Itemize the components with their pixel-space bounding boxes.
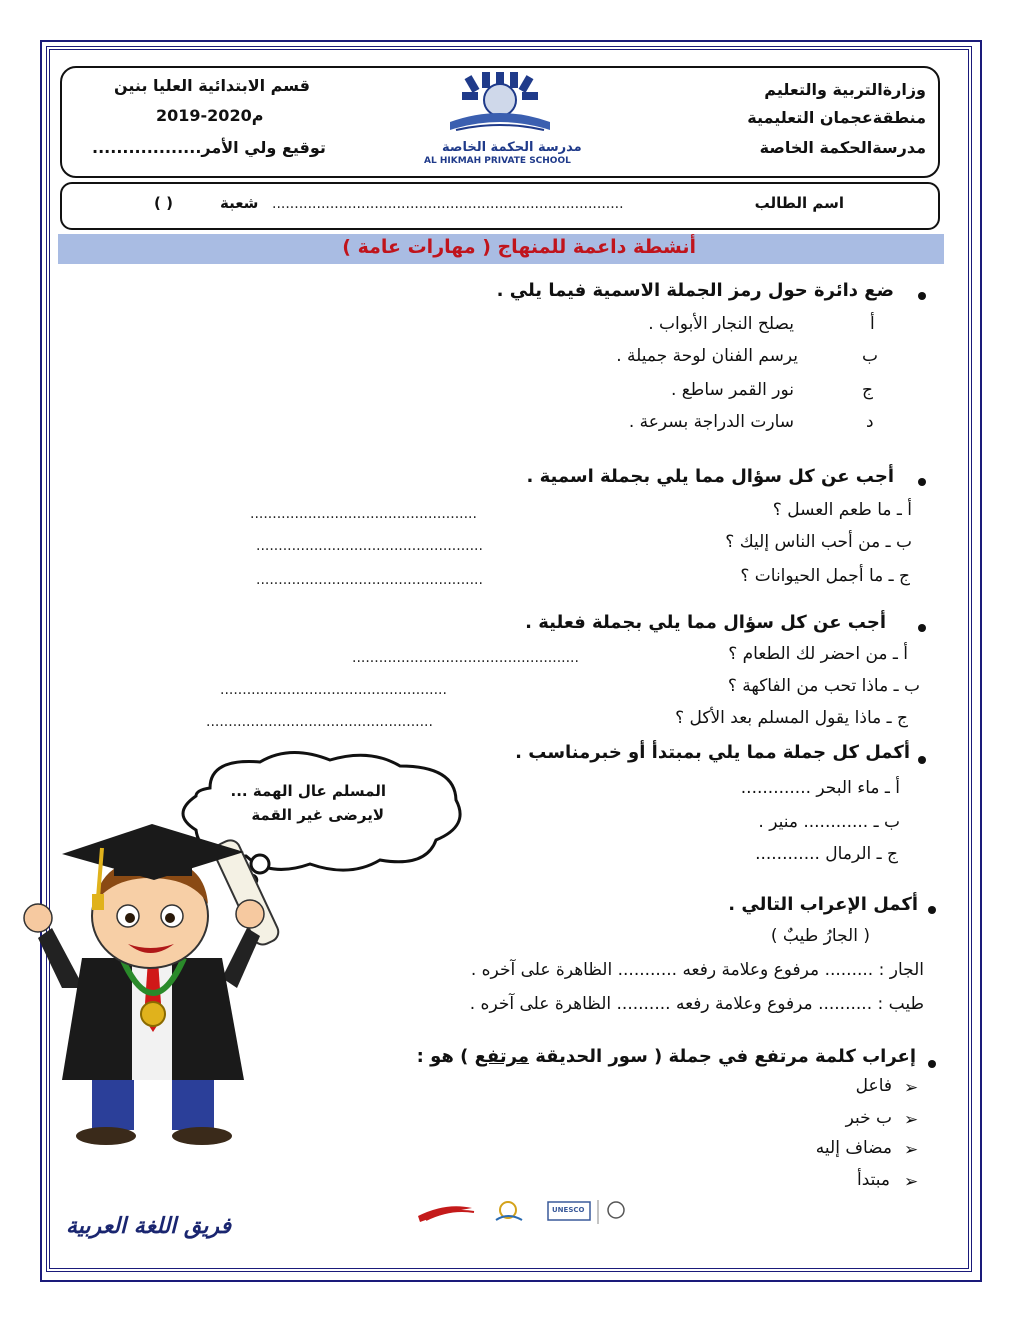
q1-option-d: سارت الدراجة بسرعة . <box>628 412 794 432</box>
activities-banner <box>58 234 944 264</box>
logo-arabic-text: مدرسة الحكمة الخاصة <box>442 140 582 155</box>
q2-question-a: أ ـ ما طعم العسل ؟ <box>772 500 912 520</box>
q6-option-3[interactable]: مضاف إليه <box>815 1138 892 1158</box>
q6-title-underlined-word: مرتفع <box>474 1046 529 1067</box>
q6-title-start: إعراب كلمة مرتفع في جملة ( سور الحديقة <box>528 1046 916 1067</box>
footer-logos <box>416 1198 636 1228</box>
arabic-team-footer: فريق اللغة العربية <box>66 1214 232 1239</box>
q5-line-1[interactable]: الجار : ......... مرفوع وعلامة رفعه ........... الظاهرة على آخره . <box>470 960 924 980</box>
q6-option-1[interactable]: فاعل <box>855 1076 892 1096</box>
arrow-bullet-icon: ➢ <box>904 1172 919 1192</box>
q1-option-a: يصلح النجار الأبواب . <box>648 314 794 334</box>
unesco-label: UNESCO <box>552 1206 585 1214</box>
graduate-boy-illustration <box>22 818 292 1148</box>
bubble-line-1: المسلم عال الهمة ... <box>230 782 386 800</box>
bullet-icon <box>928 1060 936 1068</box>
bubble-line-2: لايرضى غير القمة <box>251 806 384 824</box>
arrow-bullet-icon: ➢ <box>904 1110 919 1130</box>
q2-title: أجب عن كل سؤال مما يلي بجملة اسمية . <box>526 466 894 487</box>
q5-title: أكمل الإعراب التالي . <box>728 894 918 915</box>
graduate-boy-icon <box>22 818 292 1148</box>
school-logo <box>420 70 580 170</box>
ministry-label: وزارةالتربية والتعليم <box>764 80 926 99</box>
q1-option-c: نور القمر ساطع . <box>670 380 794 400</box>
q4-item-c[interactable]: ج ـ الرمال ............ <box>755 844 898 864</box>
q1-title: ضع دائرة حول رمز الجملة الاسمية فيما يلي . <box>496 280 894 301</box>
region-label: منطقةعجمان التعليمية <box>747 108 926 127</box>
logo-english-text: AL HIKMAH PRIVATE SCHOOL <box>424 156 571 166</box>
q2-answer-c[interactable]: ................................................... <box>256 572 483 588</box>
q3-answer-b[interactable]: ................................................... <box>220 682 447 698</box>
q4-item-b[interactable]: ب ـ ............ منير . <box>758 812 900 832</box>
bullet-icon <box>918 292 926 300</box>
q3-question-a: أ ـ من احضر لك الطعام ؟ <box>728 644 908 664</box>
q1-letter-c[interactable]: ج <box>862 380 873 400</box>
arrow-bullet-icon: ➢ <box>904 1140 919 1160</box>
student-name-blank[interactable]: ............................................................................... <box>272 196 624 212</box>
q1-letter-a[interactable]: أ <box>870 314 875 334</box>
q2-answer-b[interactable]: ................................................... <box>256 538 483 554</box>
q4-item-a[interactable]: أ ـ ماء البحر ............. <box>740 778 900 798</box>
q2-question-b: ب ـ من أحب الناس إليك ؟ <box>725 532 912 552</box>
bullet-icon <box>918 478 926 486</box>
q6-option-4[interactable]: مبتدأ <box>856 1170 890 1190</box>
section-label: شعبة <box>220 194 259 212</box>
q3-question-b: ب ـ ماذا تحب من الفاكهة ؟ <box>727 676 920 696</box>
logo-emblem-icon <box>420 70 580 170</box>
q5-line-2[interactable]: طيب : .......... مرفوع وعلامة رفعه .......... الظاهرة على آخره . <box>469 994 924 1014</box>
q6-option-2[interactable]: ب خبر <box>845 1108 892 1128</box>
q1-letter-d[interactable]: د <box>866 412 874 432</box>
q1-letter-b[interactable]: ب <box>862 346 879 366</box>
bullet-icon <box>918 624 926 632</box>
school-year: 2019-2020م <box>156 106 264 125</box>
q1-option-b: يرسم الفنان لوحة جميلة . <box>616 346 798 366</box>
section-blank[interactable]: ( ) <box>154 194 173 212</box>
school-label: مدرسةالحكمة الخاصة <box>759 138 926 157</box>
q3-answer-c[interactable]: ................................................... <box>206 714 433 730</box>
q3-answer-a[interactable]: ................................................... <box>352 650 579 666</box>
department-label: قسم الابتدائية العليا بنين <box>114 76 310 95</box>
q6-title <box>417 1046 916 1067</box>
guardian-signature: توقيع ولي الأمر.................. <box>92 138 326 157</box>
banner-title: أنشطة داعمة للمنهاج ( مهارات عامة ) <box>342 236 696 258</box>
q4-title: أكمل كل جملة مما يلي بمبتدأ أو خبرمناسب . <box>515 742 910 763</box>
q2-question-c: ج ـ ما أجمل الحيوانات ؟ <box>740 566 910 586</box>
q3-title: أجب عن كل سؤال مما يلي بجملة فعلية . <box>525 612 886 633</box>
bullet-icon <box>928 906 936 914</box>
q2-answer-a[interactable]: ................................................... <box>250 506 477 522</box>
partner-logos-icon <box>416 1198 636 1228</box>
q5-sentence: ( الجارُ طيبٌ ) <box>770 926 870 946</box>
q3-question-c: ج ـ ماذا يقول المسلم بعد الأكل ؟ <box>675 708 908 728</box>
arrow-bullet-icon: ➢ <box>904 1078 919 1098</box>
student-name-label: اسم الطالب <box>754 194 844 212</box>
bullet-icon <box>918 756 926 764</box>
q6-title-end: ) هو : <box>416 1046 475 1067</box>
